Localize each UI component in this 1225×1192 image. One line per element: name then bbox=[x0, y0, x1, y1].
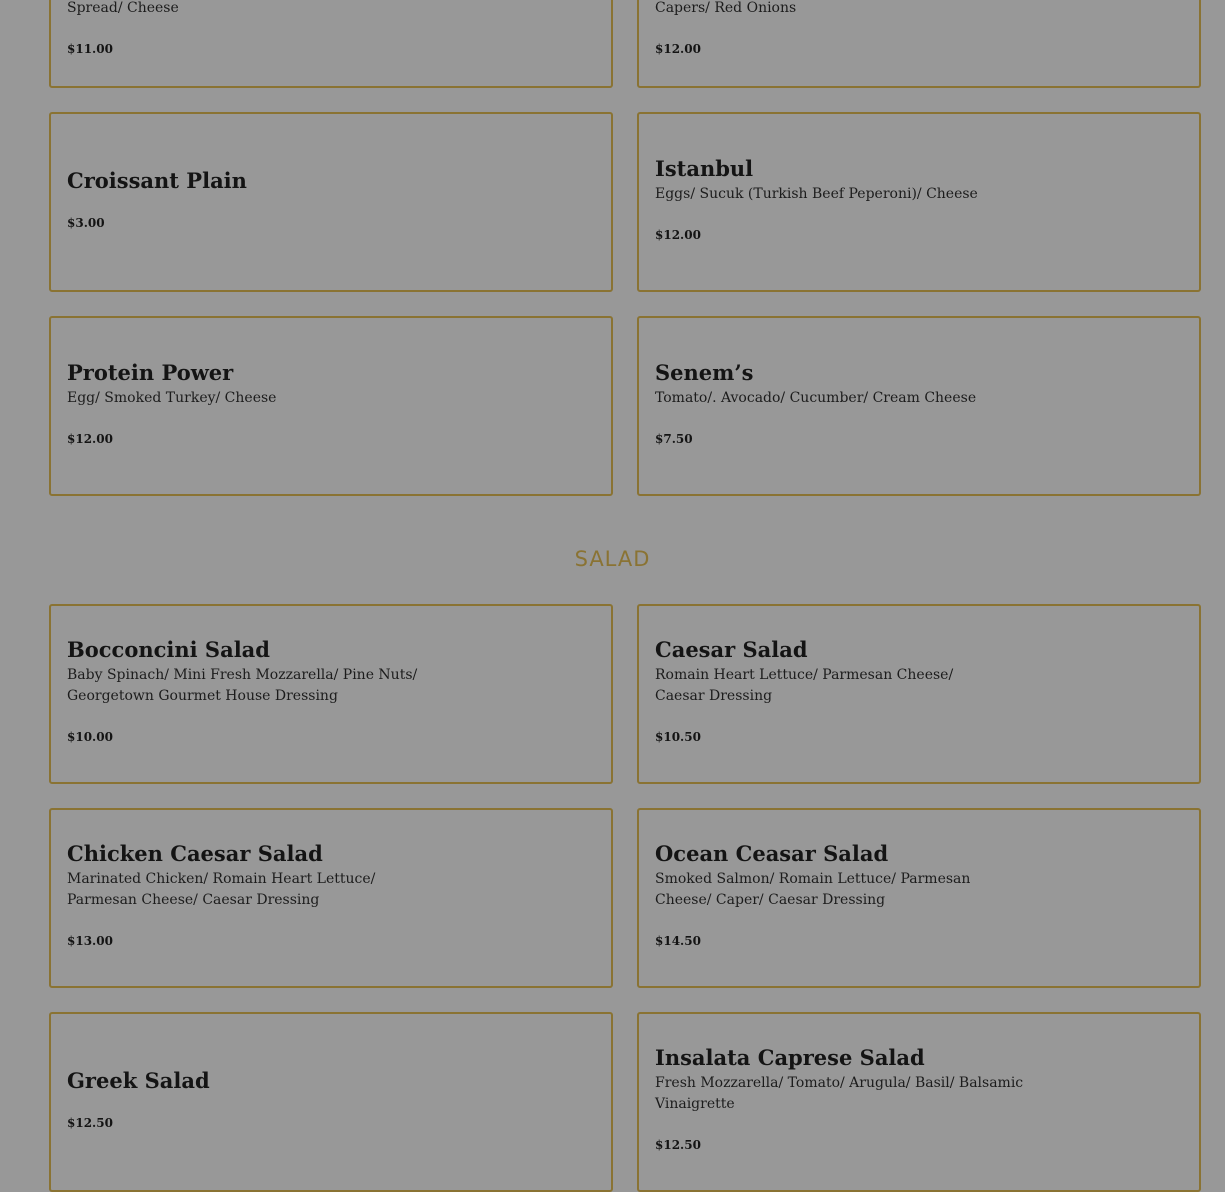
item-price: $13.00 bbox=[67, 934, 113, 948]
item-description: Egg/ Smoked Turkey/ Cheese bbox=[67, 390, 277, 406]
item-price: $3.00 bbox=[67, 216, 105, 230]
menu-card-bocconcini-salad[interactable] bbox=[49, 604, 613, 784]
item-description: Marinated Chicken/ Romain Heart Lettuce/ Parmesan Cheese/ Caesar Dressing bbox=[67, 871, 376, 908]
item-price: $12.50 bbox=[655, 1138, 701, 1152]
menu-card-partial-right bbox=[637, 0, 1201, 88]
item-title: Caesar Salad bbox=[655, 637, 808, 662]
item-price: $7.50 bbox=[655, 432, 693, 446]
item-title: Croissant Plain bbox=[67, 168, 247, 193]
item-title: Chicken Caesar Salad bbox=[67, 841, 323, 866]
menu-card-caesar-salad[interactable] bbox=[637, 604, 1201, 784]
item-price: $12.00 bbox=[67, 432, 113, 446]
menu-card-partial-left bbox=[49, 0, 613, 88]
item-price: $12.00 bbox=[655, 42, 701, 56]
menu-card-senems[interactable] bbox=[637, 316, 1201, 496]
item-title: Senem’s bbox=[655, 360, 754, 385]
item-description: Tomato/. Avocado/ Cucumber/ Cream Cheese bbox=[655, 390, 977, 406]
item-description: Baby Spinach/ Mini Fresh Mozzarella/ Pine Nuts/ Georgetown Gourmet House Dressing bbox=[67, 667, 418, 704]
item-description: Capers/ Red Onions bbox=[655, 0, 797, 16]
item-description: Spread/ Cheese bbox=[67, 0, 179, 16]
item-price: $10.50 bbox=[655, 730, 701, 744]
item-title: Ocean Ceasar Salad bbox=[655, 841, 889, 866]
menu-card-istanbul[interactable] bbox=[637, 112, 1201, 292]
item-description: Romain Heart Lettuce/ Parmesan Cheese/ Caesar Dressing bbox=[655, 667, 954, 704]
menu-card-protein-power[interactable] bbox=[49, 316, 613, 496]
item-price: $14.50 bbox=[655, 934, 701, 948]
item-title: Protein Power bbox=[67, 360, 234, 385]
menu-card-croissant-plain[interactable] bbox=[49, 112, 613, 292]
item-description: Eggs/ Sucuk (Turkish Beef Peperoni)/ Cheese bbox=[655, 186, 978, 202]
menu-card-chicken-caesar-salad[interactable] bbox=[49, 808, 613, 988]
item-description: Fresh Mozzarella/ Tomato/ Arugula/ Basil/ Balsamic Vinaigrette bbox=[655, 1075, 1024, 1112]
item-title: Greek Salad bbox=[67, 1068, 210, 1093]
item-description: Smoked Salmon/ Romain Lettuce/ Parmesan Cheese/ Caper/ Caesar Dressing bbox=[655, 871, 971, 908]
menu-card-greek-salad[interactable] bbox=[49, 1012, 613, 1192]
item-title: Istanbul bbox=[655, 156, 754, 181]
menu-card-ocean-ceasar-salad[interactable] bbox=[637, 808, 1201, 988]
item-price: $12.00 bbox=[655, 228, 701, 242]
item-price: $11.00 bbox=[67, 42, 113, 56]
item-price: $12.50 bbox=[67, 1116, 113, 1130]
item-title: Insalata Caprese Salad bbox=[655, 1045, 925, 1070]
item-title: Bocconcini Salad bbox=[67, 637, 270, 662]
menu-card-insalata-caprese-salad[interactable] bbox=[637, 1012, 1201, 1192]
item-price: $10.00 bbox=[67, 730, 113, 744]
section-title-salad: SALAD bbox=[574, 547, 651, 571]
